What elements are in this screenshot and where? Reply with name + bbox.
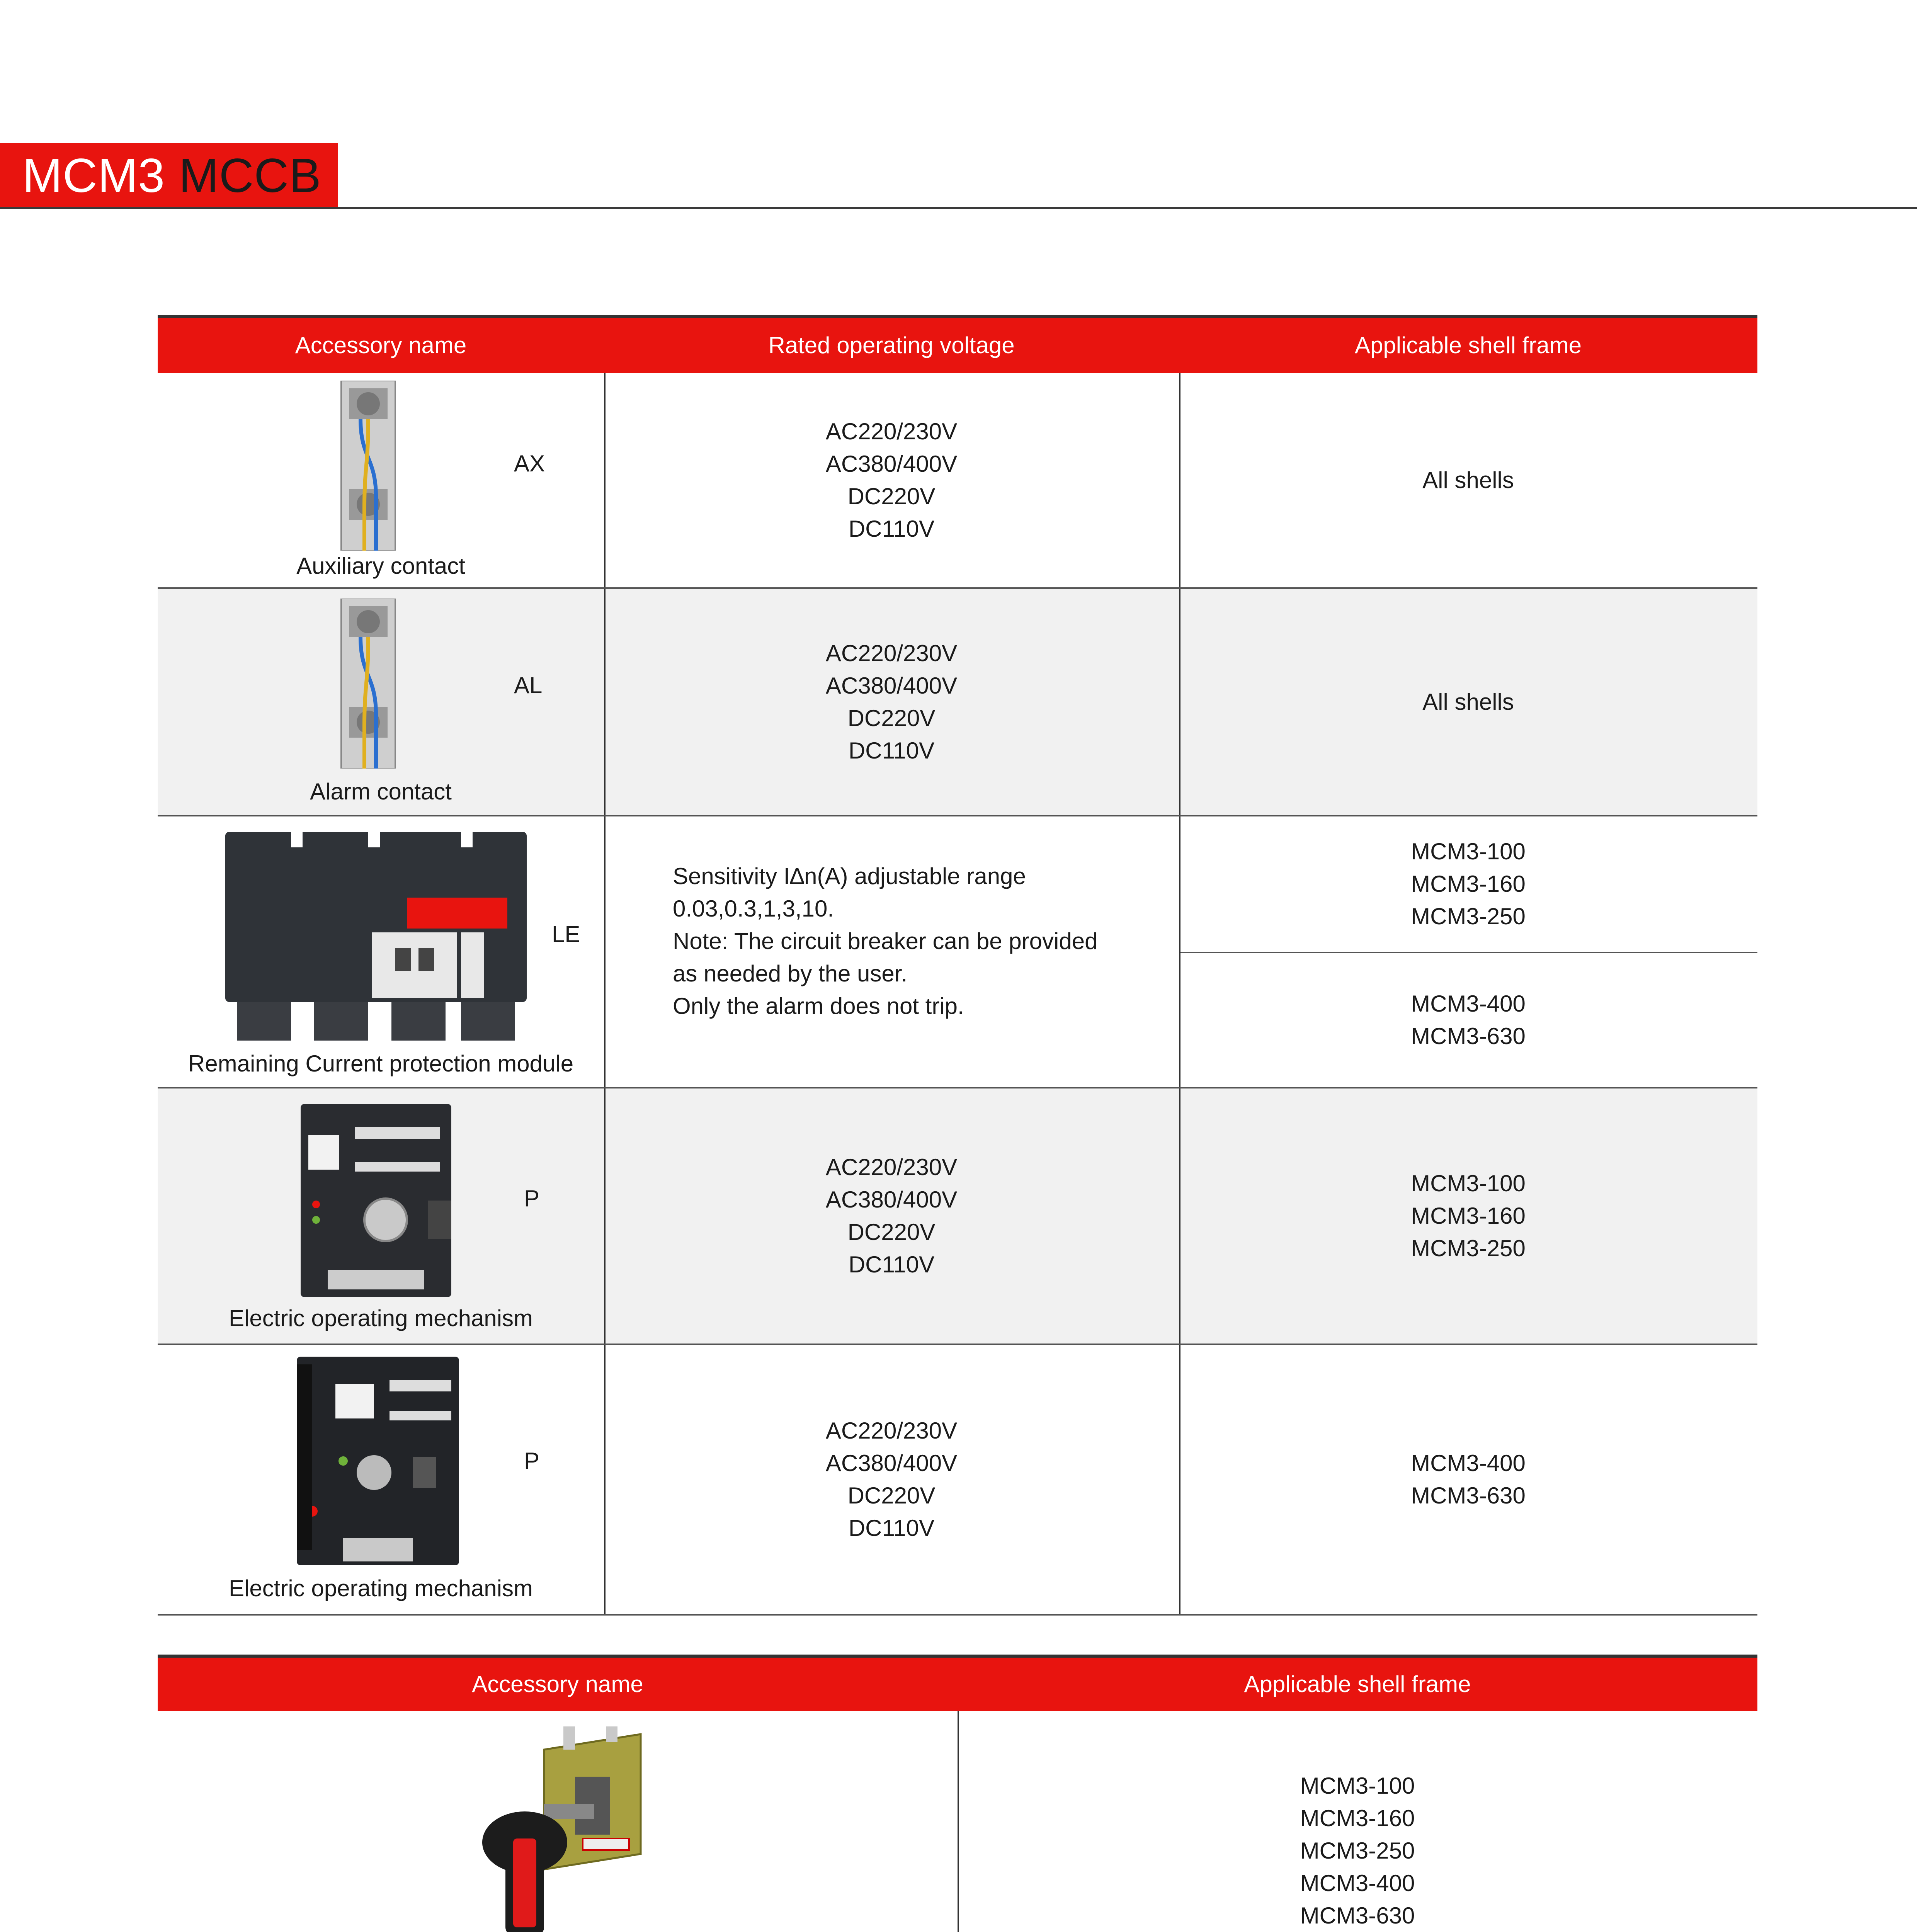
column-divider (604, 816, 606, 1087)
electric-operating-mechanism-image (301, 1104, 451, 1297)
table-row (158, 1345, 1757, 1614)
frame-cell: MCM3-100 MCM3-160 MCM3-250 MCM3-400 MCM3-630 (1300, 1773, 1415, 1929)
economical-rotating-handle-image (478, 1726, 648, 1932)
table-row (158, 1088, 1757, 1344)
column-divider (1179, 816, 1180, 1087)
section-title-banner (0, 143, 338, 209)
header-accessory-name: Accessory name (472, 1671, 643, 1697)
accessory-name: Alarm contact (310, 779, 452, 804)
column-divider (1179, 1345, 1180, 1614)
title-part-2: MCCB (179, 149, 321, 202)
sensitivity-note: Sensitivity I∆n(A) adjustable range 0.03,0.3,1,3,10. Note: The circuit breaker can be provided as needed by the user. Only the alarm does not trip. (673, 863, 1098, 1019)
table-header (158, 315, 1757, 373)
column-divider (604, 1088, 606, 1344)
frame-cell: MCM3-400 MCM3-630 (1411, 991, 1526, 1049)
accessory-cell (158, 1345, 604, 1614)
header-accessory-name: Accessory name (295, 332, 467, 358)
accessory-code: P (524, 1185, 540, 1211)
accessory-voltage-table (158, 315, 1757, 1614)
frame-cell: MCM3-100 MCM3-160 MCM3-250 (1411, 838, 1526, 929)
column-divider (1179, 589, 1180, 815)
title-rule (0, 207, 1917, 209)
header-rated-voltage: Rated operating voltage (768, 332, 1015, 358)
column-divider (1179, 1088, 1180, 1344)
section-title (22, 148, 321, 203)
electric-operating-mechanism-image (297, 1357, 459, 1565)
accessory-name: Auxiliary contact (296, 553, 465, 579)
frame-cell: All shells (1422, 467, 1514, 493)
accessory-name: Electric operating mechanism (228, 1575, 533, 1601)
accessory-code: P (524, 1448, 540, 1474)
column-divider (604, 1345, 606, 1614)
header-shell-frame: Applicable shell frame (1244, 1671, 1471, 1697)
frame-cell: MCM3-400 MCM3-630 (1411, 1450, 1526, 1509)
voltage-cell: AC220/230V AC380/400V DC220V DC110V (825, 418, 958, 542)
voltage-cell: AC220/230V AC380/400V DC220V DC110V (825, 640, 958, 764)
handle-accessory-table (158, 1655, 1757, 1932)
table-header (158, 1655, 1757, 1711)
frame-cell: MCM3-100 MCM3-160 MCM3-250 (1411, 1170, 1526, 1261)
alarm-contact-image (333, 599, 403, 769)
frame-cell: All shells (1422, 689, 1514, 715)
column-divider (1179, 373, 1180, 587)
header-shell-frame: Applicable shell frame (1355, 332, 1582, 358)
accessory-code: LE (552, 921, 580, 947)
column-divider (604, 589, 606, 815)
accessory-cell (158, 373, 604, 587)
auxiliary-contact-image (333, 381, 403, 551)
accessory-code: AL (514, 672, 543, 698)
table-row (158, 1711, 1757, 1932)
residual-current-module-image (225, 832, 527, 1041)
voltage-cell: AC220/230V AC380/400V DC220V DC110V (825, 1418, 958, 1541)
title-part-1: MCM3 (22, 149, 165, 202)
table-bottom-rule (158, 1614, 1757, 1616)
accessory-name: Electric operating mechanism (228, 1305, 533, 1331)
table-row (158, 373, 1757, 587)
voltage-cell: AC220/230V AC380/400V DC220V DC110V (825, 1154, 958, 1277)
accessory-cell (158, 589, 604, 815)
accessory-code: AX (514, 451, 545, 476)
column-divider (958, 1711, 959, 1932)
accessory-name: Remaining Current protection module (188, 1051, 574, 1077)
accessory-cell (158, 1711, 958, 1932)
accessory-cell (158, 816, 604, 1087)
table-row (158, 816, 1757, 1087)
accessory-cell (158, 1088, 604, 1344)
table-row (158, 589, 1757, 815)
column-divider (604, 373, 606, 587)
